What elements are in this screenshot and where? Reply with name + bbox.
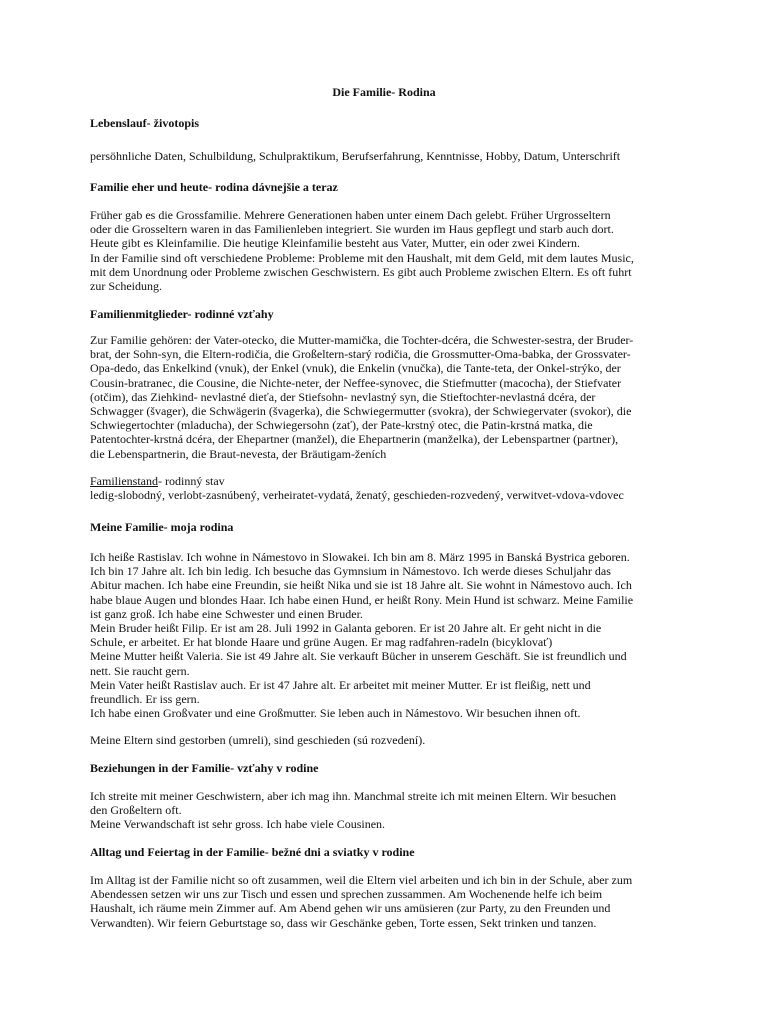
text-line: Ich streite mit meiner Geschwistern, aber ich mag ihn. Manchmal streite ich mit meinen Eltern. Wir besuchen xyxy=(90,789,617,803)
text-line: habe blaue Augen und blondes Haar. Ich habe einen Hund, er heißt Rony. Mein Hund ist schwarz. Meine Familie xyxy=(90,592,634,607)
text-line: Ich heiße Rastislav. Ich wohne in Námestovo in Slowakei. Ich bin am 8. März 1995 in Banská Bystrica geboren. xyxy=(90,550,630,564)
text-line: nett. Sie raucht gern. xyxy=(90,663,190,678)
text-line: zur Scheidung. xyxy=(90,279,162,294)
text-line: den Großeltern oft. xyxy=(90,803,182,818)
text-line: Patentochter-krstná dcéra, der Ehepartner (manžel), die Ehepartnerin (manželka), der Lebenspartner (partner), xyxy=(90,432,619,447)
text-line: Abitur machen. Ich habe eine Freundin, sie heißt Nika und sie ist 18 Jahre alt. Sie wohnt in Námestovo auch. Ich xyxy=(90,578,632,593)
text-line: mit dem Unordnung oder Probleme zwischen Geschwistern. Es gibt auch Probleme zwischen Eltern. Es oft fuhrt xyxy=(90,264,632,279)
text-line: Meine Mutter heißt Valeria. Sie ist 49 Jahre alt. Sie verkauft Bücher in unserem Geschäft. Sie ist freundlich und xyxy=(90,649,627,664)
paragraph-eltern-note xyxy=(90,733,690,747)
text-line: oder die Grosseltern waren in das Familienleben integriert. Sie wurden im Haus gepflegt und starb auch dort. xyxy=(90,222,614,237)
paragraph-meine-familie xyxy=(90,550,690,720)
text-line: Früher gab es die Grossfamilie. Mehrere Generationen haben unter einem Dach gelebt. Früher Urgrosseltern xyxy=(90,208,611,222)
paragraph-alltag xyxy=(90,873,690,930)
text-line: Abendessen setzen wir uns zur Tisch und essen und sprechen zussammen. Am Wochenende helfe ich beim xyxy=(90,887,603,902)
text-line: ledig-slobodný, verlobt-zasnúbený, verheiratet-vydatá, ženatý, geschieden-rozvedený, verwitvet-vdova-vdovec xyxy=(90,488,624,503)
paragraph-familie-eher xyxy=(90,208,690,293)
text-line: Meine Verwandschaft ist sehr gross. Ich habe viele Cousinen. xyxy=(90,817,386,832)
text-line: Haushalt, ich räume mein Zimmer auf. Am Abend gehen wir uns amüsieren (zur Party, zu den Freunden und xyxy=(90,901,611,916)
document-title: Die Familie- Rodina xyxy=(332,85,436,99)
text-line: Zur Familie gehören: der Vater-otecko, die Mutter-mamička, die Tochter-dcéra, die Schwester-sestra, der Bruder- xyxy=(90,333,634,347)
text-line: Mein Vater heißt Rastislav auch. Er ist 47 Jahre alt. Er arbeitet mit meiner Mutter. Er ist fleißig, nett und xyxy=(90,677,591,692)
text-line: Im Alltag ist der Familie nicht so oft zusammen, weil die Eltern viel arbeiten und ich bin in der Schule, aber zum xyxy=(90,873,633,887)
text-line: Meine Eltern sind gestorben (umreli), sind geschieden (sú rozvedení). xyxy=(90,733,426,747)
paragraph-familienmitglieder xyxy=(90,333,690,461)
text-line: freundlich. Er iss gern. xyxy=(90,692,200,707)
text-line: Schwagger (švager), die Schwägerin (švagerka), die Schwiegermutter (svokra), der Schwiegervater (svokor), die xyxy=(90,404,632,419)
text-line: Heute gibt es Kleinfamilie. Die heutige Kleinfamilie besteht aus Vater, Mutter, ein oder zwei Kindern. xyxy=(90,236,580,251)
section-heading-familienmitglieder: Familienmitglieder- rodinné vzťahy xyxy=(90,307,274,321)
text-line: In der Familie sind oft verschiedene Probleme: Probleme mit den Haushalt, mit dem Geld, mit dem lautes Music, xyxy=(90,250,634,265)
section-heading-lebenslauf: Lebenslauf- životopis xyxy=(90,116,200,130)
paragraph-beziehungen xyxy=(90,789,690,832)
familienstand-line xyxy=(90,474,690,488)
section-heading-beziehungen: Beziehungen in der Familie- vzťahy v rodine xyxy=(90,761,319,775)
text-line: Verwandten). Wir feiern Geburtstage so, dass wir Geschänke geben, Torte essen, Sekt trinken und tanzen. xyxy=(90,915,597,930)
text-line: Ich bin 17 Jahre alt. Ich bin ledig. Ich besuche das Gymnsium in Námestovo. Ich werde dieses Schuljahr das xyxy=(90,564,611,579)
text-line: die Lebenspartnerin, die Braut-nevesta, der Bräutigam-ženích xyxy=(90,446,387,461)
text-line: Mein Bruder heißt Filip. Er ist am 28. Juli 1992 in Galanta geboren. Er ist 20 Jahre alt. Er geht nicht in die xyxy=(90,621,602,636)
section-heading-familie-eher: Familie eher und heute- rodina dávnejšie a teraz xyxy=(90,180,338,194)
text-line: (otčim), das Ziehkind- nevlastné dieťa, der Stiefsohn- nevlastný syn, die Stieftochter-nevlastná dcéra, der xyxy=(90,389,596,404)
section-heading-meine-familie: Meine Familie- moja rodina xyxy=(90,520,234,534)
text-line: Cousin-bratranec, die Cousine, die Nichte-neter, der Neffee-synovec, die Stiefmutter (macocha), der Stiefvater xyxy=(90,375,622,390)
text-line: persöhnliche Daten, Schulbildung, Schulpraktikum, Berufserfahrung, Kenntnisse, Hobby, Datum, Unterschrift xyxy=(90,149,621,163)
familienstand-label: Familienstand xyxy=(90,474,158,488)
familienstand-translation: - rodinný stav xyxy=(158,474,225,488)
text-line: Schule, er arbeitet. Er hat blonde Haare und grüne Augen. Er mag radfahren-radeln (bicyklovať) xyxy=(90,635,553,650)
text-line: Schwiegertochter (mladucha), der Schwiegersohn (zať), der Pate-krstný otec, die Patin-krstná matka, die xyxy=(90,418,593,433)
paragraph-lebenslauf xyxy=(90,149,690,163)
text-line: Ich habe einen Großvater und eine Großmutter. Sie leben auch in Námestovo. Wir besuchen ihnen oft. xyxy=(90,706,581,721)
section-heading-alltag: Alltag und Feiertag in der Familie- bežné dni a sviatky v rodine xyxy=(90,845,415,859)
text-line: brat, der Sohn-syn, die Eltern-rodičia, die Großeltern-starý rodičia, die Grossmutter-Oma-babka, der Grossvater- xyxy=(90,347,631,362)
text-line: Opa-dedo, das Enkelkind (vnuk), der Enkel (vnuk), die Enkelin (vnučka), die Tante-teta, der Onkel-strýko, der xyxy=(90,361,621,376)
text-line: ist ganz groß. Ich habe eine Schwester und einen Bruder. xyxy=(90,606,363,621)
paragraph-familienstand xyxy=(90,474,690,502)
